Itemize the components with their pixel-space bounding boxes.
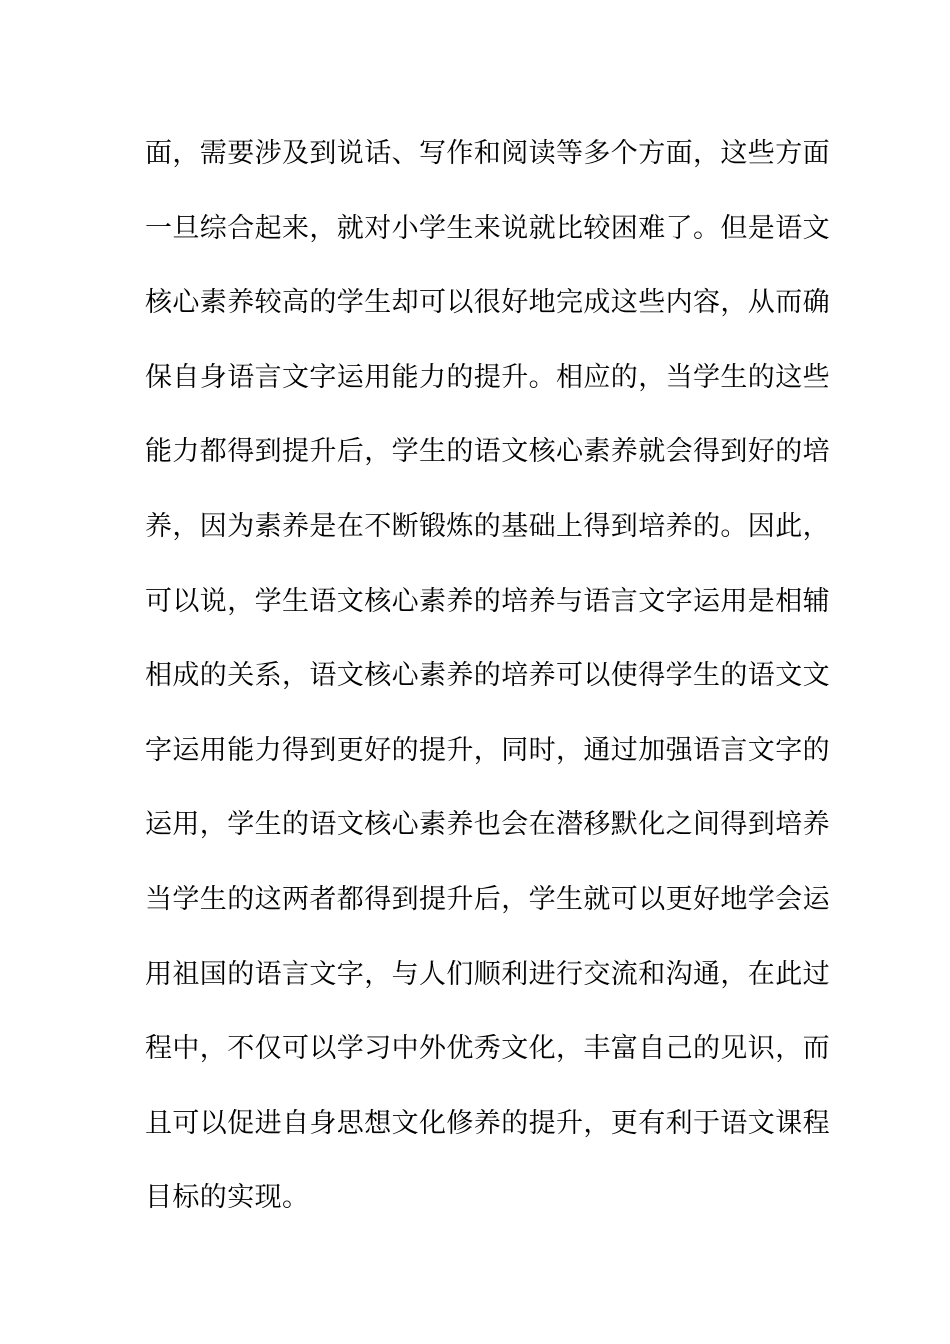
text-line-3: 核心素养较高的学生却可以很好地完成这些内容，从而确	[145, 287, 830, 319]
body-paragraph	[145, 134, 830, 1253]
text-line-13: 程中，不仅可以学习中外优秀文化，丰富自己的见识，而	[145, 1033, 830, 1065]
text-line-8: 相成的关系，语文核心素养的培养可以使得学生的语文文	[145, 660, 830, 692]
text-line-5: 能力都得到提升后，学生的语文核心素养就会得到好的培	[145, 436, 830, 468]
text-line-14: 且可以促进自身思想文化修养的提升，更有利于语文课程	[145, 1107, 830, 1139]
text-line-10: 运用，学生的语文核心素养也会在潜移默化之间得到培养	[145, 809, 830, 841]
text-line-1: 面，需要涉及到说话、写作和阅读等多个方面，这些方面	[145, 138, 830, 169]
text-line-6: 养，因为素养是在不断锻炼的基础上得到培养的。因此，	[145, 510, 830, 542]
text-line-4: 保自身语言文字运用能力的提升。相应的，当学生的这些	[145, 361, 830, 393]
text-line-15: 目标的实现。	[145, 1182, 310, 1214]
text-line-2: 一旦综合起来，就对小学生来说就比较困难了。但是语文	[145, 212, 830, 244]
text-line-11: 当学生的这两者都得到提升后，学生就可以更好地学会运	[145, 883, 830, 915]
text-line-9: 字运用能力得到更好的提升，同时，通过加强语言文字的	[145, 734, 830, 766]
text-line-7: 可以说，学生语文核心素养的培养与语言文字运用是相辅	[145, 585, 830, 617]
text-line-12: 用祖国的语言文字，与人们顺利进行交流和沟通，在此过	[145, 958, 830, 990]
